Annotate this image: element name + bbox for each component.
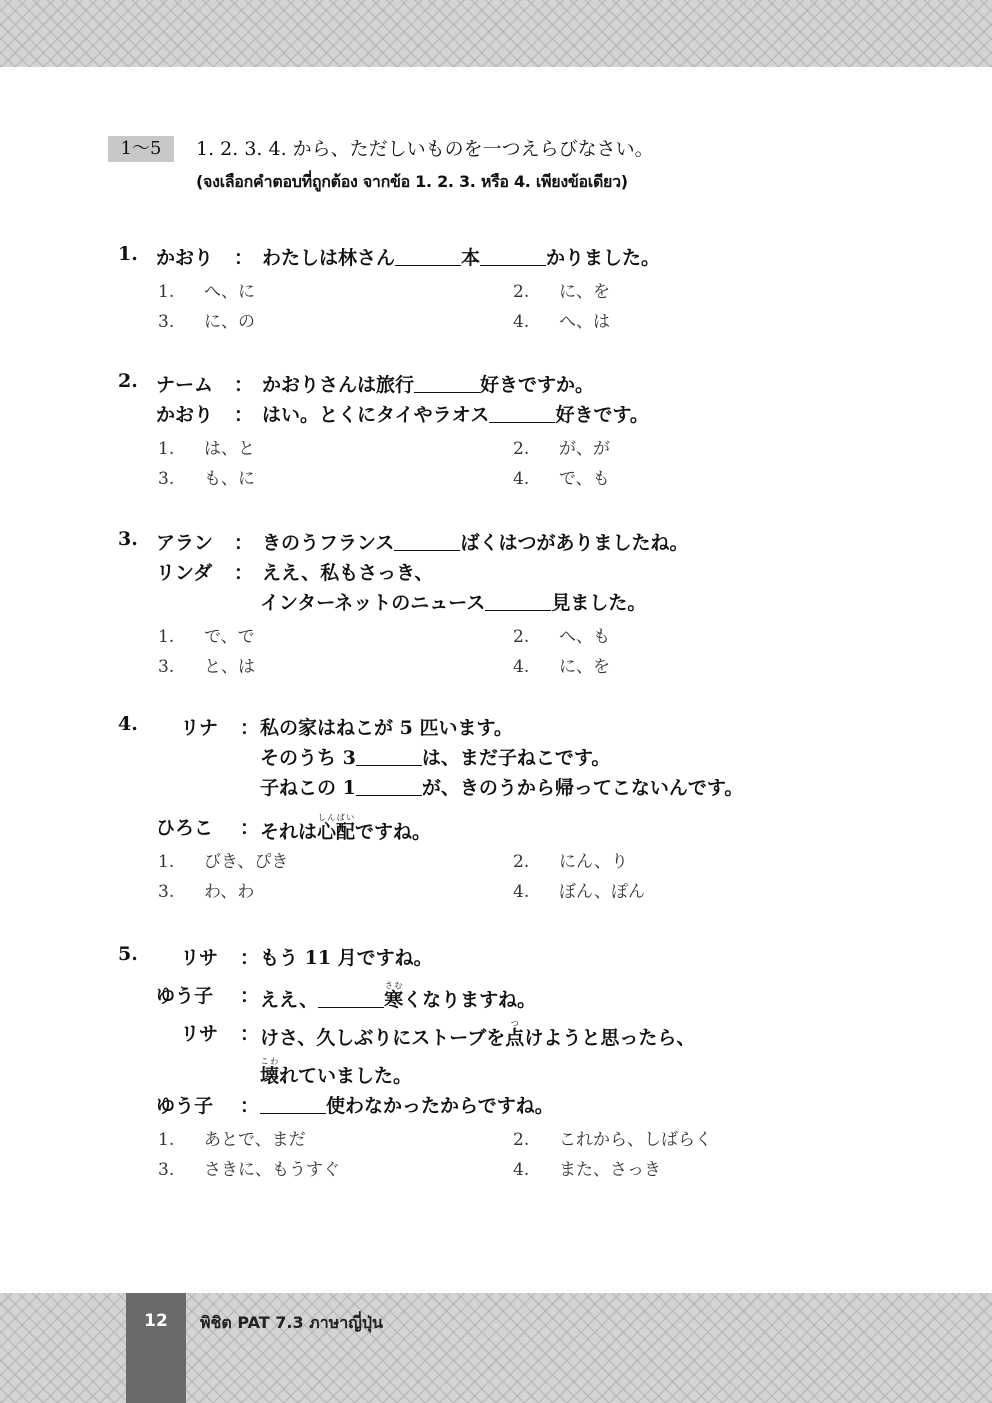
range-badge: 1〜5 xyxy=(108,136,174,162)
speaker: かおり xyxy=(156,247,214,269)
option-number: 2. xyxy=(513,627,530,647)
text-segment: きのうフランス xyxy=(262,532,395,554)
answer-blank xyxy=(395,245,461,266)
option-number: 3. xyxy=(158,1160,175,1180)
speaker: リナ xyxy=(180,717,218,739)
option-4[interactable] xyxy=(513,307,610,332)
instruction-japanese: 1. 2. 3. 4. から、ただしいものを一つえらびなさい。 xyxy=(196,138,654,160)
speaker: かおり xyxy=(156,404,214,426)
dialogue-line xyxy=(118,370,878,400)
dialogue-text xyxy=(260,813,431,844)
colon: ： xyxy=(240,817,260,839)
kanji: 壊 xyxy=(260,1065,280,1087)
answer-blank xyxy=(318,987,384,1008)
colon: ： xyxy=(234,247,254,269)
text-segment: けさ、久しぶりにストーブを xyxy=(260,1027,506,1049)
speaker: リサ xyxy=(180,1023,218,1045)
dialogue-line xyxy=(118,1019,878,1057)
dialogue-text xyxy=(262,400,649,427)
answer-options xyxy=(118,277,878,339)
option-number: 4. xyxy=(513,1160,530,1180)
dialogue-line xyxy=(118,528,878,558)
option-text: へ、に xyxy=(204,282,255,302)
answer-blank xyxy=(480,245,546,266)
text-segment: けようと思ったら、 xyxy=(524,1027,696,1049)
option-text: で、も xyxy=(559,469,610,489)
page-number: 12 xyxy=(144,1311,168,1331)
option-number: 2. xyxy=(513,282,530,302)
text-segment: ええ、 xyxy=(260,989,319,1011)
option-text: あとで、まだ xyxy=(204,1130,306,1150)
option-text: ぼん、ぽん xyxy=(559,882,646,902)
option-text: へ、は xyxy=(559,312,610,332)
option-number: 2. xyxy=(513,1130,530,1150)
option-4[interactable] xyxy=(513,1155,661,1180)
question-2 xyxy=(118,370,878,496)
option-1[interactable] xyxy=(158,622,255,647)
option-3[interactable] xyxy=(158,464,255,489)
furigana: さむ xyxy=(384,981,404,990)
option-number: 3. xyxy=(158,882,175,902)
dialogue-line xyxy=(118,1091,878,1121)
text-segment: それは xyxy=(260,821,318,843)
dialogue-text xyxy=(260,1091,554,1118)
question-number: 4. xyxy=(118,713,138,735)
question-number: 2. xyxy=(118,370,138,392)
option-4[interactable] xyxy=(513,877,645,902)
dialogue-line xyxy=(118,243,878,273)
speaker: ゆう子 xyxy=(156,985,214,1007)
option-text: は、と xyxy=(204,439,255,459)
colon: ： xyxy=(240,985,260,1007)
answer-options xyxy=(118,622,878,684)
footer-band xyxy=(0,1293,992,1403)
option-4[interactable] xyxy=(513,652,610,677)
dialogue-text xyxy=(260,743,610,770)
option-text: も、に xyxy=(204,469,255,489)
text-segment: くなりますね。 xyxy=(403,989,537,1011)
option-1[interactable] xyxy=(158,434,255,459)
furigana-word xyxy=(505,1019,525,1049)
answer-blank xyxy=(485,590,551,611)
option-2[interactable] xyxy=(513,277,610,302)
option-1[interactable] xyxy=(158,847,288,872)
option-number: 3. xyxy=(158,657,175,677)
option-number: 1. xyxy=(158,852,175,872)
text-segment: かりました。 xyxy=(546,247,661,269)
book-title: พิชิต PAT 7.3 ภาษาญี่ปุ่น xyxy=(200,1313,383,1332)
text-segment: はい。とくにタイやラオス xyxy=(262,404,490,426)
option-2[interactable] xyxy=(513,622,610,647)
dialogue-line xyxy=(118,400,878,430)
option-3[interactable] xyxy=(158,307,255,332)
dialogue-text xyxy=(262,370,594,397)
option-text: に、の xyxy=(204,312,255,332)
answer-blank xyxy=(356,745,422,766)
option-3[interactable] xyxy=(158,652,255,677)
dialogue-line xyxy=(118,713,878,743)
answer-blank xyxy=(394,530,460,551)
question-4 xyxy=(118,713,878,909)
option-number: 1. xyxy=(158,282,175,302)
colon: ： xyxy=(240,717,260,739)
dialogue-line xyxy=(118,813,878,843)
option-3[interactable] xyxy=(158,877,254,902)
text-segment: 使わなかったからですね。 xyxy=(326,1095,554,1117)
option-text: さきに、もうすぐ xyxy=(204,1160,340,1180)
answer-blank xyxy=(489,402,555,423)
speaker: リンダ xyxy=(156,562,213,584)
option-text: びき、ぴき xyxy=(204,852,289,872)
text-segment: かおりさんは旅行 xyxy=(262,374,415,396)
dialogue-line xyxy=(118,558,878,588)
option-text: で、で xyxy=(204,627,255,647)
colon: ： xyxy=(240,1095,260,1117)
text-segment: 好きですか。 xyxy=(480,374,595,396)
dialogue-text: 私の家はねこが 5 匹います。 xyxy=(260,717,513,739)
option-text: へ、も xyxy=(559,627,610,647)
option-number: 2. xyxy=(513,439,530,459)
option-1[interactable] xyxy=(158,277,255,302)
answer-blank xyxy=(414,372,480,393)
text-segment: ですね。 xyxy=(355,821,432,843)
question-number: 3. xyxy=(118,528,138,550)
dialogue-text: もう 11 月ですね。 xyxy=(260,947,433,969)
dialogue-text xyxy=(262,243,660,270)
question-number: 5. xyxy=(118,943,138,965)
option-3[interactable] xyxy=(158,1155,340,1180)
dialogue-line xyxy=(118,981,878,1019)
option-number: 1. xyxy=(158,1130,175,1150)
colon: ： xyxy=(234,404,254,426)
dialogue-line xyxy=(118,773,878,803)
option-number: 4. xyxy=(513,657,530,677)
dialogue-line xyxy=(118,743,878,773)
speaker: ナーム xyxy=(156,374,214,396)
dialogue-line xyxy=(118,1057,878,1091)
speaker: ゆう子 xyxy=(156,1095,214,1117)
colon: ： xyxy=(234,532,254,554)
text-segment: ばくはつがありましたね。 xyxy=(460,532,689,554)
colon: ： xyxy=(234,562,254,584)
option-2[interactable] xyxy=(513,434,610,459)
answer-blank xyxy=(260,1093,326,1114)
dialogue-text xyxy=(260,773,743,800)
option-4[interactable] xyxy=(513,464,610,489)
dialogue-text: ええ、私もさっき、 xyxy=(262,562,434,584)
furigana-word xyxy=(384,981,404,1011)
dialogue-text xyxy=(262,528,688,555)
header-pattern-band xyxy=(0,0,992,67)
option-number: 1. xyxy=(158,627,175,647)
option-1[interactable] xyxy=(158,1125,306,1150)
furigana-word xyxy=(260,1057,280,1087)
question-5 xyxy=(118,943,878,1187)
option-number: 4. xyxy=(513,469,530,489)
option-text: にん、り xyxy=(559,852,629,872)
speaker: ひろこ xyxy=(156,817,214,839)
colon: ： xyxy=(240,947,260,969)
option-number: 4. xyxy=(513,312,530,332)
text-segment: 子ねこの 1 xyxy=(260,777,356,799)
dialogue-text xyxy=(260,1057,412,1088)
option-text: これから、しばらく xyxy=(559,1130,712,1150)
text-segment: は、まだ子ねこです。 xyxy=(421,747,611,769)
speaker: リサ xyxy=(180,947,218,969)
dialogue-text xyxy=(260,588,646,615)
option-number: 2. xyxy=(513,852,530,872)
option-2[interactable] xyxy=(513,1125,712,1150)
option-text: に、を xyxy=(559,282,610,302)
question-3 xyxy=(118,528,878,684)
furigana: こわ xyxy=(260,1057,280,1066)
text-segment: 好きです。 xyxy=(555,404,649,426)
answer-blank xyxy=(356,775,422,796)
furigana-word xyxy=(317,813,356,843)
question-number: 1. xyxy=(118,243,138,265)
dialogue-text xyxy=(260,1019,695,1050)
text-segment: インターネットのニュース xyxy=(260,592,486,614)
text-segment: が、きのうから帰ってこないんです。 xyxy=(421,777,744,799)
kanji: 点 xyxy=(505,1027,525,1049)
text-segment: 本 xyxy=(461,247,481,269)
option-text: また、さっき xyxy=(559,1160,661,1180)
dialogue-line xyxy=(118,588,878,618)
option-text: に、を xyxy=(559,657,610,677)
answer-options xyxy=(118,434,878,496)
speaker: アラン xyxy=(156,532,214,554)
option-text: が、が xyxy=(559,439,610,459)
option-number: 4. xyxy=(513,882,530,902)
instruction-thai: (จงเลือกคำตอบที่ถูกต้อง จากข้อ 1. 2. 3. หรือ 4. เพียงข้อเดียว) xyxy=(196,172,628,191)
furigana: つ xyxy=(505,1019,525,1028)
furigana: しんぱい xyxy=(317,813,356,822)
dialogue-line xyxy=(118,943,878,981)
question-1 xyxy=(118,243,878,339)
dialogue-text xyxy=(260,981,536,1012)
option-2[interactable] xyxy=(513,847,628,872)
text-segment: わたしは林さん xyxy=(262,247,396,269)
text-segment: そのうち 3 xyxy=(260,747,356,769)
option-number: 3. xyxy=(158,312,175,332)
option-number: 3. xyxy=(158,469,175,489)
page-number-tab xyxy=(126,1293,186,1403)
answer-options xyxy=(118,847,878,909)
kanji: 心配 xyxy=(317,821,356,843)
option-text: わ、わ xyxy=(204,882,255,902)
text-segment: 見ました。 xyxy=(551,592,647,614)
kanji: 寒 xyxy=(384,989,404,1011)
option-text: と、は xyxy=(204,657,255,677)
colon: ： xyxy=(240,1023,260,1045)
text-segment: れていました。 xyxy=(279,1065,413,1087)
option-number: 1. xyxy=(158,439,175,459)
colon: ： xyxy=(234,374,254,396)
answer-options xyxy=(118,1125,878,1187)
